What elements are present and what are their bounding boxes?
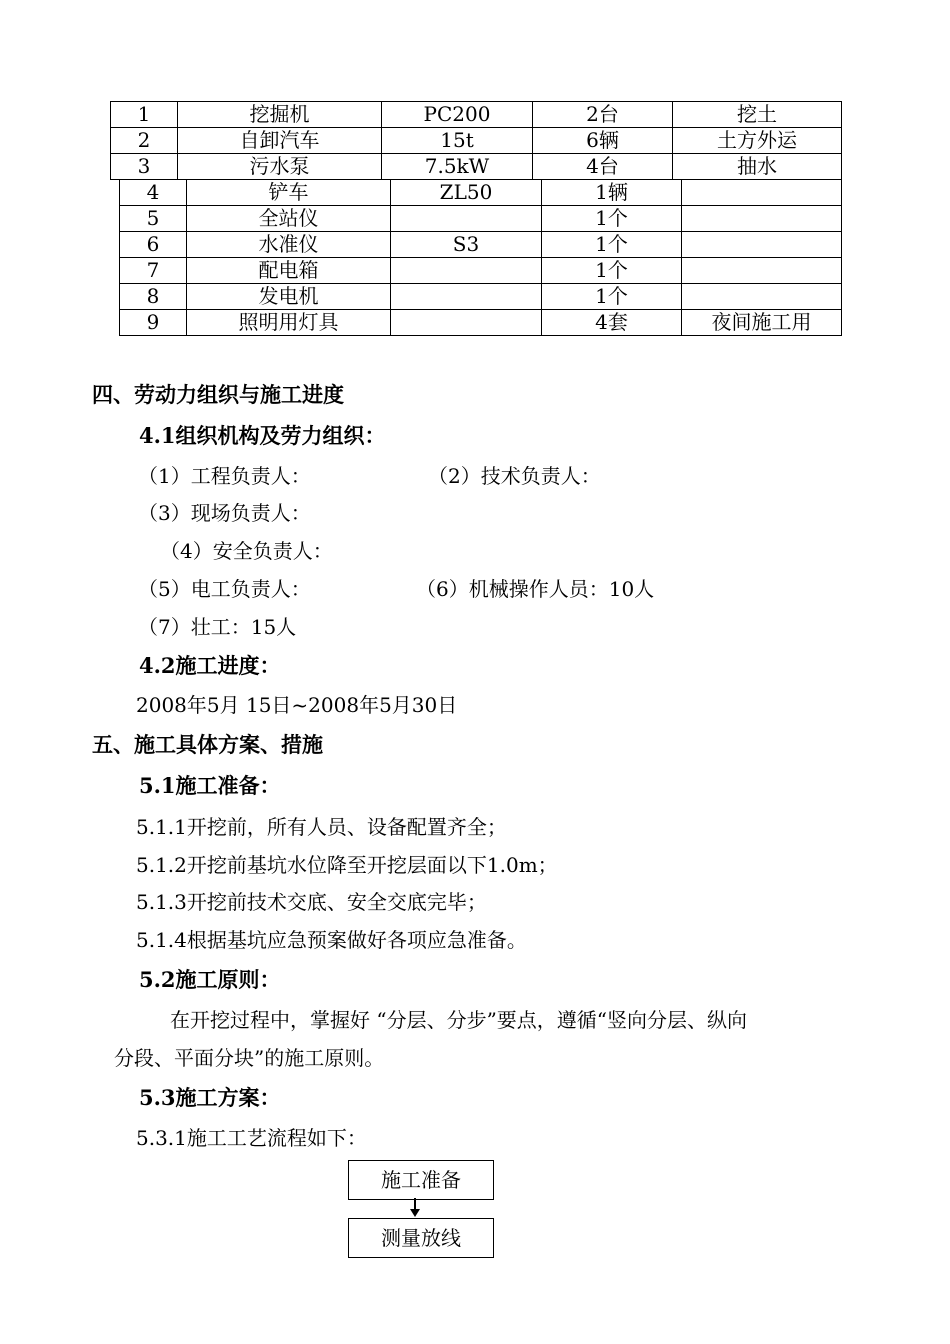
equipment-cell: 8 — [120, 284, 187, 310]
staff-item: （3）现场负责人： — [138, 501, 311, 525]
flow-step-survey: 测量放线 — [348, 1218, 494, 1258]
principle-line: 在开挖过程中，掌握好 “分层、分步”要点，遵循“竖向分层、纵向 — [170, 1008, 748, 1032]
equipment-cell: 4套 — [542, 310, 682, 336]
equipment-cell — [682, 284, 842, 310]
equipment-row — [111, 128, 842, 154]
equipment-cell: 7.5kW — [382, 154, 533, 180]
prep-item: 5.1.2开挖前基坑水位降至开挖层面以下1.0m； — [136, 853, 558, 877]
equipment-cell: 1 — [111, 102, 178, 128]
staff-item: （1）工程负责人： — [138, 464, 311, 488]
schedule-text: 2008年5月 15日~2008年5月30日 — [136, 693, 458, 717]
equipment-cell: 4台 — [533, 154, 673, 180]
equipment-cell — [391, 206, 542, 232]
equipment-cell: 2台 — [533, 102, 673, 128]
equipment-cell: 发电机 — [187, 284, 391, 310]
equipment-cell: 7 — [120, 258, 187, 284]
staff-item: （7）壮工：15人 — [138, 615, 297, 639]
equipment-cell: 6辆 — [533, 128, 673, 154]
equipment-cell: 污水泵 — [178, 154, 382, 180]
equipment-cell: 铲车 — [187, 180, 391, 206]
principle-line: 分段、平面分块”的施工原则。 — [114, 1046, 385, 1070]
equipment-cell: 1个 — [542, 232, 682, 258]
staff-item: （5）电工负责人： — [138, 577, 311, 601]
equipment-cell — [682, 258, 842, 284]
equipment-cell: ZL50 — [391, 180, 542, 206]
equipment-cell: 配电箱 — [187, 258, 391, 284]
equipment-row — [111, 154, 842, 180]
flow-step-prepare: 施工准备 — [348, 1160, 494, 1200]
equipment-row — [120, 206, 842, 232]
section5-heading: 五、施工具体方案、措施 — [92, 732, 323, 757]
equipment-cell — [391, 258, 542, 284]
equipment-cell — [682, 232, 842, 258]
equipment-cell: 3 — [111, 154, 178, 180]
equipment-cell: 挖土 — [673, 102, 842, 128]
equipment-cell: 自卸汽车 — [178, 128, 382, 154]
flow-arrow-head — [410, 1209, 420, 1217]
equipment-cell: 9 — [120, 310, 187, 336]
section4-1-heading: 4.1组织机构及劳力组织： — [139, 423, 386, 448]
staff-item: （2）技术负责人： — [428, 464, 601, 488]
prep-item: 5.1.4根据基坑应急预案做好各项应急准备。 — [136, 928, 527, 952]
equipment-cell: 1个 — [542, 258, 682, 284]
equipment-cell: 抽水 — [673, 154, 842, 180]
equipment-cell: 夜间施工用 — [682, 310, 842, 336]
equipment-cell: 1个 — [542, 206, 682, 232]
equipment-cell: 5 — [120, 206, 187, 232]
equipment-cell: 2 — [111, 128, 178, 154]
equipment-cell: PC200 — [382, 102, 533, 128]
equipment-cell: 挖掘机 — [178, 102, 382, 128]
section4-2-heading: 4.2施工进度： — [139, 653, 281, 678]
flow-intro: 5.3.1施工工艺流程如下： — [136, 1126, 367, 1150]
equipment-cell: 水准仪 — [187, 232, 391, 258]
equipment-table-top — [110, 101, 842, 180]
equipment-cell: 15t — [382, 128, 533, 154]
equipment-cell — [391, 284, 542, 310]
equipment-row — [120, 284, 842, 310]
equipment-row — [120, 310, 842, 336]
equipment-table-bottom — [119, 179, 842, 336]
equipment-cell: 6 — [120, 232, 187, 258]
equipment-row — [120, 258, 842, 284]
equipment-row — [120, 232, 842, 258]
equipment-table-bottom-body — [120, 180, 842, 336]
section4-heading: 四、劳动力组织与施工进度 — [92, 382, 344, 407]
equipment-cell: 全站仪 — [187, 206, 391, 232]
equipment-cell — [682, 206, 842, 232]
prep-item: 5.1.1开挖前，所有人员、设备配置齐全； — [136, 815, 507, 839]
equipment-cell: 照明用灯具 — [187, 310, 391, 336]
section5-2-heading: 5.2施工原则： — [139, 967, 281, 992]
staff-item: （4）安全负责人： — [160, 539, 333, 563]
staff-item: （6）机械操作人员：10人 — [416, 577, 655, 601]
equipment-cell: 4 — [120, 180, 187, 206]
equipment-cell: 1个 — [542, 284, 682, 310]
equipment-cell — [682, 180, 842, 206]
section5-1-heading: 5.1施工准备： — [139, 773, 281, 798]
prep-item: 5.1.3开挖前技术交底、安全交底完毕； — [136, 890, 487, 914]
equipment-cell: 1辆 — [542, 180, 682, 206]
equipment-row — [111, 102, 842, 128]
equipment-cell — [391, 310, 542, 336]
equipment-cell: S3 — [391, 232, 542, 258]
equipment-table-top-body — [111, 102, 842, 180]
section5-3-heading: 5.3施工方案： — [139, 1085, 281, 1110]
equipment-row — [120, 180, 842, 206]
equipment-cell: 土方外运 — [673, 128, 842, 154]
